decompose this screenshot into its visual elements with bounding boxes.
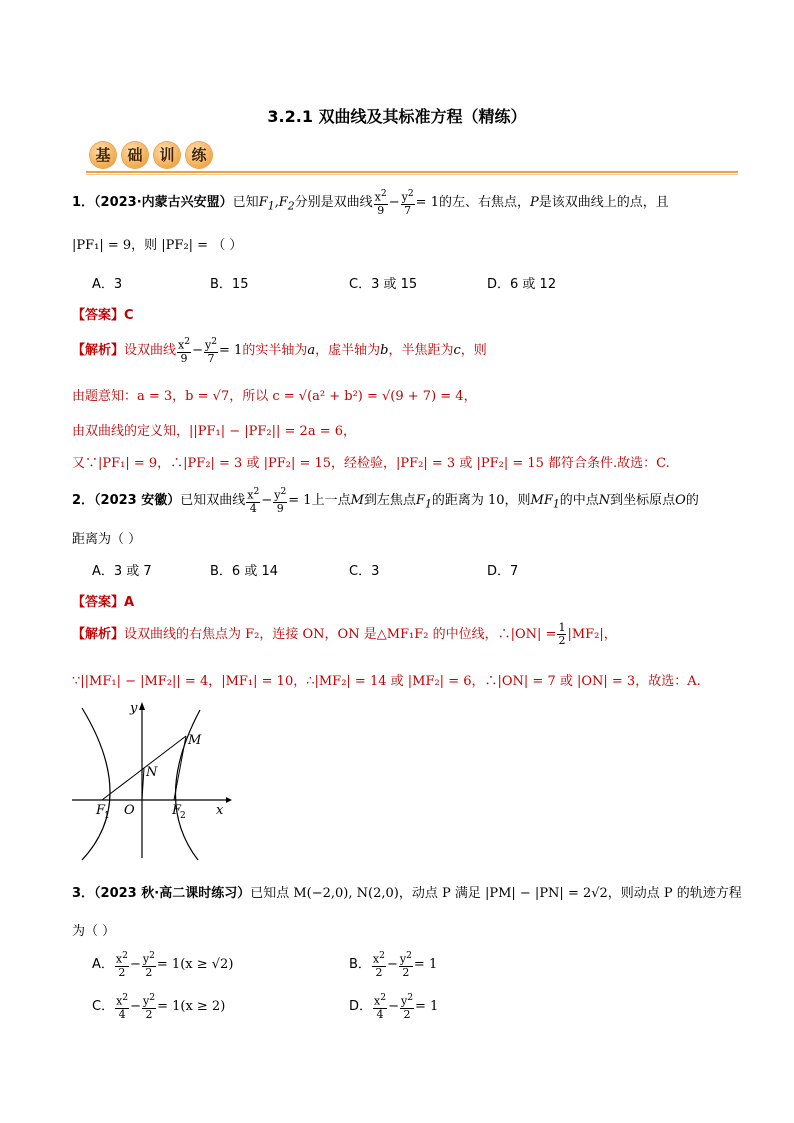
line-m-f2 — [174, 736, 186, 800]
banner-char-3: 训 — [154, 142, 180, 168]
q2-option-b: B．6 或 14 — [210, 564, 278, 579]
q2-text-f: 到坐标原点 — [610, 492, 676, 508]
q1-option-d: D．6 或 12 — [487, 277, 557, 292]
label-x: x — [216, 803, 224, 818]
q2-stem-line2: 距离为（ ） — [72, 532, 142, 547]
q1-analysis-line3: 由双曲线的定义知，||PF₁| − |PF₂|| = 2a = 6， — [72, 424, 357, 439]
q2-text-g: 的 — [685, 492, 699, 508]
section-banner — [86, 140, 726, 174]
q2-text-e: 的中点 — [559, 492, 599, 508]
q1-a-frac-y: $\frac{y^2}{7}$ — [204, 336, 218, 365]
q1-a1-a: 设双曲线 — [124, 342, 177, 358]
q1-option-b: B．15 — [210, 277, 249, 292]
label-f2-sub: 2 — [180, 811, 186, 821]
label-y: y — [130, 701, 138, 716]
q2-analysis-line2: ∵||MF₁| − |MF₂|| = 4，|MF₁| = 10，∴|MF₂| = 14 或 |MF₂| = 6，∴|ON| = 7 或 |ON| = 3，故选：A. — [72, 674, 701, 689]
q1-a1-c: ，虚半轴为 — [315, 342, 381, 358]
label-m: M — [188, 733, 202, 748]
q3-option-c-tail: = 1(x ≥ 2) — [157, 998, 226, 1014]
q3-stem-line2: 为（ ） — [72, 924, 116, 939]
label-n: N — [146, 765, 158, 780]
q1-point-p: P — [529, 194, 539, 210]
q2-answer — [72, 591, 134, 610]
q1-analysis-line1: 【解析】设双曲线 $\frac{x^2}{9}$ − $\frac{y^2}{7}$ = 1的实半轴为a，虚半轴为b，半焦距为c，则 — [72, 336, 487, 365]
x-axis-arrow — [226, 797, 232, 803]
banner-char-1: 基 — [90, 142, 116, 168]
q1-answer-tag: 【答案】 — [72, 308, 125, 323]
q2-answer-tag: 【答案】 — [72, 595, 125, 610]
q1-source: （2023·内蒙古兴安盟） — [94, 194, 233, 210]
q2-option-d: D．7 — [487, 564, 519, 579]
q1-analysis-line4: 又∵|PF₁| = 9，∴|PF₂| = 3 或 |PF₂| = 15，经检验，|PF₂| = 3 或 |PF₂| = 15 都符合条件.故选：C. — [72, 456, 670, 471]
label-f1: F — [96, 803, 106, 818]
q2-number: 2． — [72, 492, 95, 508]
banner-rule-thin — [86, 174, 738, 175]
hyperbola-left-branch — [82, 708, 110, 860]
q1-a-frac-x: $\frac{x^2}{9}$ — [178, 336, 191, 365]
q3-option-b-tail: = 1 — [413, 956, 438, 972]
q1-text-b: 分别是双曲线 — [294, 194, 373, 210]
q1-foci: $F_1,F_2$ — [258, 194, 295, 213]
q1-condition: |PF₁| = 9，则 |PF₂| = （ ） — [72, 238, 243, 253]
q3-option-d: D． $\frac{x^2}{4}$ − $\frac{y^2}{2}$ = 1 — [349, 992, 439, 1021]
hyperbola-figure — [66, 698, 236, 864]
banner-char-4: 练 — [186, 142, 212, 168]
q1-text-c: 的左、右焦点， — [438, 194, 530, 210]
q2-text-c: 到左焦点 — [363, 492, 416, 508]
q1-stem: 1．（2023·内蒙古兴安盟）已知$F_1,F_2$分别是双曲线 $\frac{x^2}{9}$ − $\frac{y^2}{7}$ = 1的左、右焦点，P是该双曲线上的点，且 — [72, 188, 669, 217]
q2-frac-x: $\frac{x^2}{4}$ — [247, 486, 260, 515]
q2-option-c: C．3 — [349, 564, 380, 579]
q3-text-a: 已知点 M(−2,0), N(2,0)，动点 P 满足 |PM| − |PN| = 2√2，则动点 P 的轨迹方程 — [250, 886, 742, 901]
q2-text-a: 已知双曲线 — [180, 492, 246, 508]
q2-text-b: 上一点 — [311, 492, 351, 508]
q1-answer — [72, 304, 134, 323]
q2-half-frac: $\frac{1}{2}$ — [558, 621, 566, 647]
label-f1-sub: 1 — [104, 811, 110, 821]
q1-frac-x: $\frac{x^2}{9}$ — [374, 188, 387, 217]
q3-option-a-label: A． — [92, 956, 114, 972]
q3-number: 3． — [72, 886, 95, 901]
label-o: O — [124, 803, 135, 818]
q1-answer-value: C — [124, 308, 134, 323]
q3-source: （2023 秋·高二课时练习） — [94, 886, 251, 901]
q1-analysis-line2: 由题意知：a = 3，b = √7，所以 c = √(a² + b²) = √(9 + 7) = 4， — [72, 389, 477, 404]
q3-option-d-tail: = 1 — [415, 998, 439, 1014]
q3-option-a-tail: = 1(x ≥ √2) — [156, 956, 234, 972]
q2-a1-end: |MF₂|， — [567, 627, 617, 642]
page-title: 3.2.1 双曲线及其标准方程（精练） — [267, 107, 527, 126]
q3-option-b-label: B． — [349, 956, 371, 972]
q3-stem — [72, 882, 742, 901]
q2-analysis-line1 — [72, 622, 617, 647]
q1-a1-b: 的实半轴为 — [242, 342, 308, 358]
q1-frac-y: $\frac{y^2}{7}$ — [401, 188, 414, 217]
q1-option-c: C．3 或 15 — [349, 277, 418, 292]
q1-number: 1． — [72, 194, 95, 210]
q3-option-d-label: D． — [349, 998, 373, 1014]
y-axis-arrow — [139, 702, 145, 710]
q2-answer-value: A — [124, 595, 135, 610]
q2-source: （2023 安徽） — [94, 492, 181, 508]
q2-frac-y: $\frac{y^2}{9}$ — [274, 486, 287, 515]
q2-text-d: 的距离为 10，则 — [431, 492, 531, 508]
q3-option-b: B． $\frac{x^2}{2}$ − $\frac{y^2}{2}$ = 1 — [349, 950, 438, 979]
q2-stem: 2．（2023 安徽）已知双曲线 $\frac{x^2}{4}$ − $\frac{y^2}{9}$ = 1上一点M到左焦点$F_1$的距离为 10，则$MF_1$的中点N到坐标原点O的 — [72, 486, 699, 515]
q1-text-a: 已知 — [232, 194, 259, 210]
q1-a1-e: ，则 — [460, 342, 487, 358]
q3-option-c-label: C． — [92, 998, 115, 1014]
q3-option-c: C． $\frac{x^2}{4}$ − $\frac{y^2}{2}$ = 1(x ≥ 2) — [92, 992, 226, 1021]
q2-a1-text: 设双曲线的右焦点为 F₂，连接 ON，ON 是△MF₁F₂ 的中位线，∴|ON| = — [124, 627, 557, 642]
q2-analysis-tag: 【解析】 — [72, 627, 125, 642]
banner-char-2: 础 — [122, 142, 148, 168]
q1-option-a: A．3 — [92, 277, 123, 292]
q3-option-a: A． $\frac{x^2}{2}$ − $\frac{y^2}{2}$ = 1(x ≥ √2) — [92, 950, 234, 979]
q1-analysis-tag: 【解析】 — [72, 342, 125, 358]
q1-a1-d: ，半焦距为 — [388, 342, 454, 358]
q1-text-d: 是该双曲线上的点，且 — [538, 194, 669, 210]
banner-rule — [86, 171, 738, 173]
label-f2: F — [172, 803, 182, 818]
q2-option-a: A．3 或 7 — [92, 564, 152, 579]
